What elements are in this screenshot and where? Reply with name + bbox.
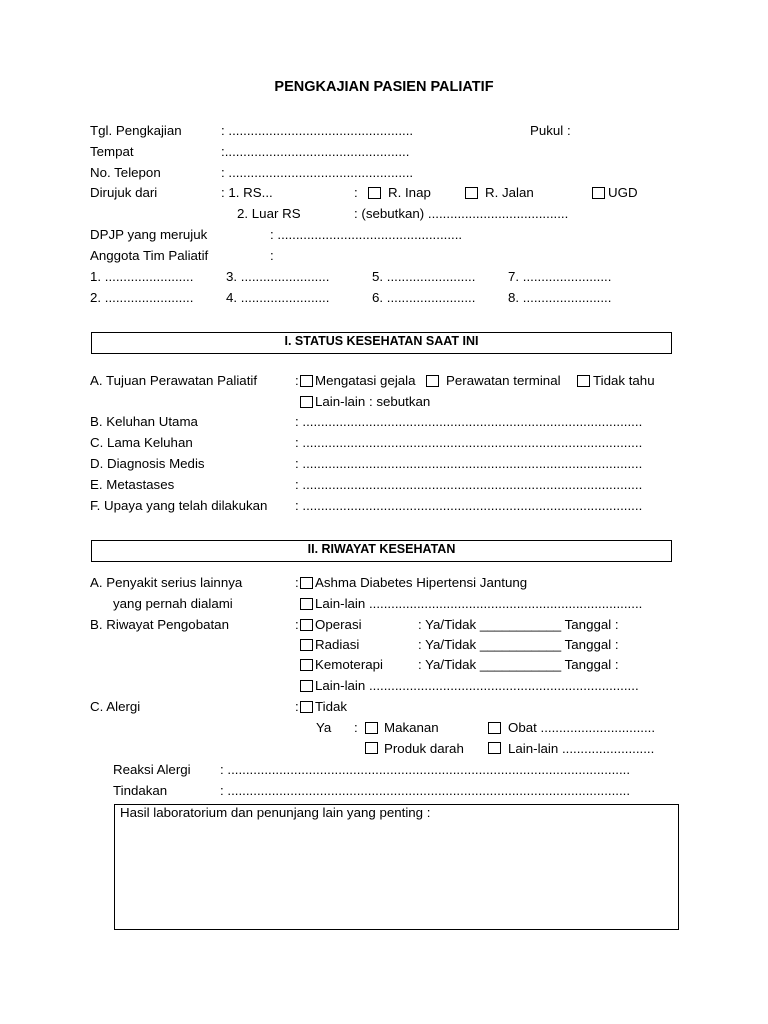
makanan-label: Makanan [384, 720, 439, 735]
tempat-field[interactable]: :.................................................. [221, 144, 410, 159]
hasil-lab-box[interactable] [114, 804, 679, 930]
alergi-ya-label: Ya [316, 720, 332, 735]
alergi-tidak-checkbox[interactable] [300, 701, 313, 713]
tgl-label: Tgl. Pengkajian [90, 123, 182, 138]
section-2-title: II. RIWAYAT KESEHATAN [307, 542, 456, 556]
alergi-ya-colon: : [354, 720, 358, 735]
mengatasi-gejala-label: Mengatasi gejala [315, 373, 416, 388]
lama-keluhan-field[interactable]: : ............................................................................................ [295, 435, 643, 450]
tempat-label: Tempat [90, 144, 134, 159]
team-member-3[interactable]: 3. ........................ [226, 269, 330, 284]
sebutkan-field[interactable]: : (sebutkan) ...................................... [354, 206, 569, 221]
section-2-header [91, 540, 672, 562]
metastases-label: E. Metastases [90, 477, 175, 492]
perawatan-terminal-checkbox[interactable] [426, 375, 439, 387]
diagnosis-field[interactable]: : ............................................................................................ [295, 456, 643, 471]
team-member-8[interactable]: 8. ........................ [508, 290, 612, 305]
tujuan-colon: : [295, 373, 299, 388]
penyakit-label: A. Penyakit serius lainnya [90, 575, 243, 590]
team-member-5[interactable]: 5. ........................ [372, 269, 476, 284]
obat-field[interactable]: Obat ............................... [508, 720, 656, 735]
produk-darah-label: Produk darah [384, 741, 464, 756]
team-member-7[interactable]: 7. ........................ [508, 269, 612, 284]
team-member-2[interactable]: 2. ........................ [90, 290, 194, 305]
penyakit-colon: : [295, 575, 299, 590]
radiasi-label: Radiasi [315, 637, 360, 652]
upaya-label: F. Upaya yang telah dilakukan [90, 498, 268, 513]
upaya-field[interactable]: : ............................................................................................ [295, 498, 643, 513]
pengobatan-lain-field[interactable]: Lain-lain ......................................................................... [315, 678, 639, 693]
keluhan-utama-label: B. Keluhan Utama [90, 414, 198, 429]
section-1-header [91, 332, 672, 354]
mengatasi-gejala-checkbox[interactable] [300, 375, 313, 387]
section-1-title: I. STATUS KESEHATAN SAAT INI [284, 334, 479, 348]
radiasi-checkbox[interactable] [300, 639, 313, 651]
tgl-field[interactable]: : .................................................. [221, 123, 414, 138]
keluhan-utama-field[interactable]: : ............................................................................................ [295, 414, 643, 429]
kemoterapi-field[interactable]: : Ya/Tidak ___________ Tanggal : [418, 657, 619, 672]
operasi-checkbox[interactable] [300, 619, 313, 631]
r-inap-checkbox[interactable] [368, 187, 381, 199]
alergi-lain-field[interactable]: Lain-lain ......................... [508, 741, 655, 756]
pengobatan-label: B. Riwayat Pengobatan [90, 617, 229, 632]
pengobatan-colon: : [295, 617, 299, 632]
operasi-field[interactable]: : Ya/Tidak ___________ Tanggal : [418, 617, 619, 632]
dirujuk-label: Dirujuk dari [90, 185, 158, 200]
reaksi-alergi-field[interactable]: : ............................................................................................................. [220, 762, 631, 777]
pengobatan-lain-checkbox[interactable] [300, 680, 313, 692]
tidak-tahu-label: Tidak tahu [593, 373, 655, 388]
page-title: PENGKAJIAN PASIEN PALIATIF [274, 79, 494, 95]
produk-darah-checkbox[interactable] [365, 742, 378, 754]
telepon-label: No. Telepon [90, 165, 161, 180]
penyakit-lain-checkbox[interactable] [300, 598, 313, 610]
lain-lain-label: Lain-lain : sebutkan [315, 394, 431, 409]
penyakit-options: Ashma Diabetes Hipertensi Jantung [315, 575, 528, 590]
tim-label: Anggota Tim Paliatif [90, 248, 209, 263]
radiasi-field[interactable]: : Ya/Tidak ___________ Tanggal : [418, 637, 619, 652]
operasi-label: Operasi [315, 617, 362, 632]
lama-keluhan-label: C. Lama Keluhan [90, 435, 193, 450]
tindakan-field[interactable]: : ............................................................................................................. [220, 783, 631, 798]
kemoterapi-label: Kemoterapi [315, 657, 383, 672]
ugd-checkbox[interactable] [592, 187, 605, 199]
hasil-lab-label: Hasil laboratorium dan penunjang lain yang penting : [120, 805, 431, 820]
team-member-4[interactable]: 4. ........................ [226, 290, 330, 305]
penyakit-checkbox[interactable] [300, 577, 313, 589]
alergi-label: C. Alergi [90, 699, 141, 714]
kemoterapi-checkbox[interactable] [300, 659, 313, 671]
penyakit-lain-field[interactable]: Lain-lain .......................................................................... [315, 596, 643, 611]
tidak-tahu-checkbox[interactable] [577, 375, 590, 387]
r-jalan-checkbox[interactable] [465, 187, 478, 199]
ugd-label: UGD [608, 185, 638, 200]
alergi-lain-checkbox[interactable] [488, 742, 501, 754]
pukul-label: Pukul : [530, 123, 571, 138]
dpjp-label: DPJP yang merujuk [90, 227, 208, 242]
tindakan-label: Tindakan [113, 783, 168, 798]
penyakit-label-2: yang pernah dialami [113, 596, 233, 611]
lain-lain-checkbox[interactable] [300, 396, 313, 408]
team-member-6[interactable]: 6. ........................ [372, 290, 476, 305]
r-jalan-label: R. Jalan [485, 185, 534, 200]
makanan-checkbox[interactable] [365, 722, 378, 734]
dpjp-field[interactable]: : .................................................. [270, 227, 463, 242]
alergi-colon: : [295, 699, 299, 714]
telepon-field[interactable]: : .................................................. [221, 165, 414, 180]
team-member-1[interactable]: 1. ........................ [90, 269, 194, 284]
perawatan-terminal-label: Perawatan terminal [446, 373, 561, 388]
alergi-tidak-label: Tidak [315, 699, 348, 714]
dirujuk-colon: : [354, 185, 358, 200]
tim-colon: : [270, 248, 274, 263]
tujuan-label: A. Tujuan Perawatan Paliatif [90, 373, 258, 388]
dirujuk-rs: : 1. RS... [221, 185, 273, 200]
luar-rs-label: 2. Luar RS [237, 206, 301, 221]
metastases-field[interactable]: : ............................................................................................ [295, 477, 643, 492]
obat-checkbox[interactable] [488, 722, 501, 734]
reaksi-alergi-label: Reaksi Alergi [113, 762, 191, 777]
diagnosis-label: D. Diagnosis Medis [90, 456, 205, 471]
r-inap-label: R. Inap [388, 185, 431, 200]
